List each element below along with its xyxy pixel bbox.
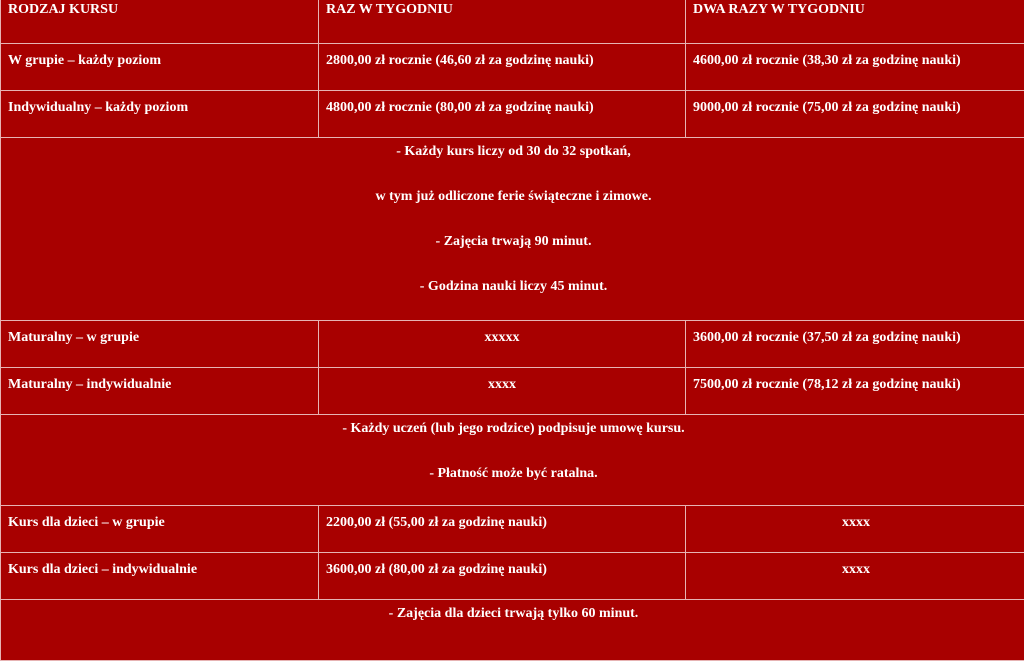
once-price-cell: 2200,00 zł (55,00 zł za godzinę nauki) bbox=[319, 506, 686, 553]
once-price-cell: xxxx bbox=[319, 368, 686, 415]
table-row bbox=[1, 506, 1024, 553]
once-price-cell: 4800,00 zł rocznie (80,00 zł za godzinę nauki) bbox=[319, 91, 686, 138]
twice-price-cell: 9000,00 zł rocznie (75,00 zł za godzinę nauki) bbox=[686, 91, 1024, 138]
course-name-cell: Indywidualny – każdy poziom bbox=[1, 91, 319, 138]
table-row bbox=[1, 91, 1024, 138]
notes-row bbox=[1, 138, 1024, 321]
course-name-cell: Kurs dla dzieci – w grupie bbox=[1, 506, 319, 553]
course-name-cell: Kurs dla dzieci – indywidualnie bbox=[1, 553, 319, 600]
header-course-type: RODZAJ KURSU bbox=[1, 0, 319, 44]
once-price-cell: 2800,00 zł rocznie (46,60 zł za godzinę nauki) bbox=[319, 44, 686, 91]
twice-price-cell: 3600,00 zł rocznie (37,50 zł za godzinę nauki) bbox=[686, 321, 1024, 368]
table-row bbox=[1, 321, 1024, 368]
note-line: - Płatność może być ratalna. bbox=[1, 460, 1024, 505]
note-line: - Zajęcia dla dzieci trwają tylko 60 minut. bbox=[1, 600, 1024, 645]
note-line: - Każdy uczeń (lub jego rodzice) podpisuje umowę kursu. bbox=[1, 415, 1024, 460]
note-line: - Zajęcia trwają 90 minut. bbox=[1, 228, 1024, 273]
table-row bbox=[1, 553, 1024, 600]
twice-price-cell: 7500,00 zł rocznie (78,12 zł za godzinę nauki) bbox=[686, 368, 1024, 415]
once-price-cell: xxxxx bbox=[319, 321, 686, 368]
table-row bbox=[1, 44, 1024, 91]
course-name-cell: Maturalny – indywidualnie bbox=[1, 368, 319, 415]
header-twice-a-week: DWA RAZY W TYGODNIU bbox=[686, 0, 1024, 44]
twice-price-cell: xxxx bbox=[686, 506, 1024, 553]
course-name-cell: Maturalny – w grupie bbox=[1, 321, 319, 368]
notes-cell bbox=[1, 138, 1024, 321]
course-name-cell: W grupie – każdy poziom bbox=[1, 44, 319, 91]
note-line: - Każdy kurs liczy od 30 do 32 spotkań, bbox=[1, 138, 1024, 183]
notes-row bbox=[1, 415, 1024, 506]
once-price-cell: 3600,00 zł (80,00 zł za godzinę nauki) bbox=[319, 553, 686, 600]
table-row bbox=[1, 368, 1024, 415]
note-line: w tym już odliczone ferie świąteczne i zimowe. bbox=[1, 183, 1024, 228]
note-line: - Godzina nauki liczy 45 minut. bbox=[1, 273, 1024, 318]
notes-cell bbox=[1, 415, 1024, 506]
header-once-a-week: RAZ W TYGODNIU bbox=[319, 0, 686, 44]
notes-cell bbox=[1, 600, 1024, 661]
twice-price-cell: 4600,00 zł rocznie (38,30 zł za godzinę nauki) bbox=[686, 44, 1024, 91]
table-header-row bbox=[1, 0, 1024, 44]
notes-row bbox=[1, 600, 1024, 661]
twice-price-cell: xxxx bbox=[686, 553, 1024, 600]
